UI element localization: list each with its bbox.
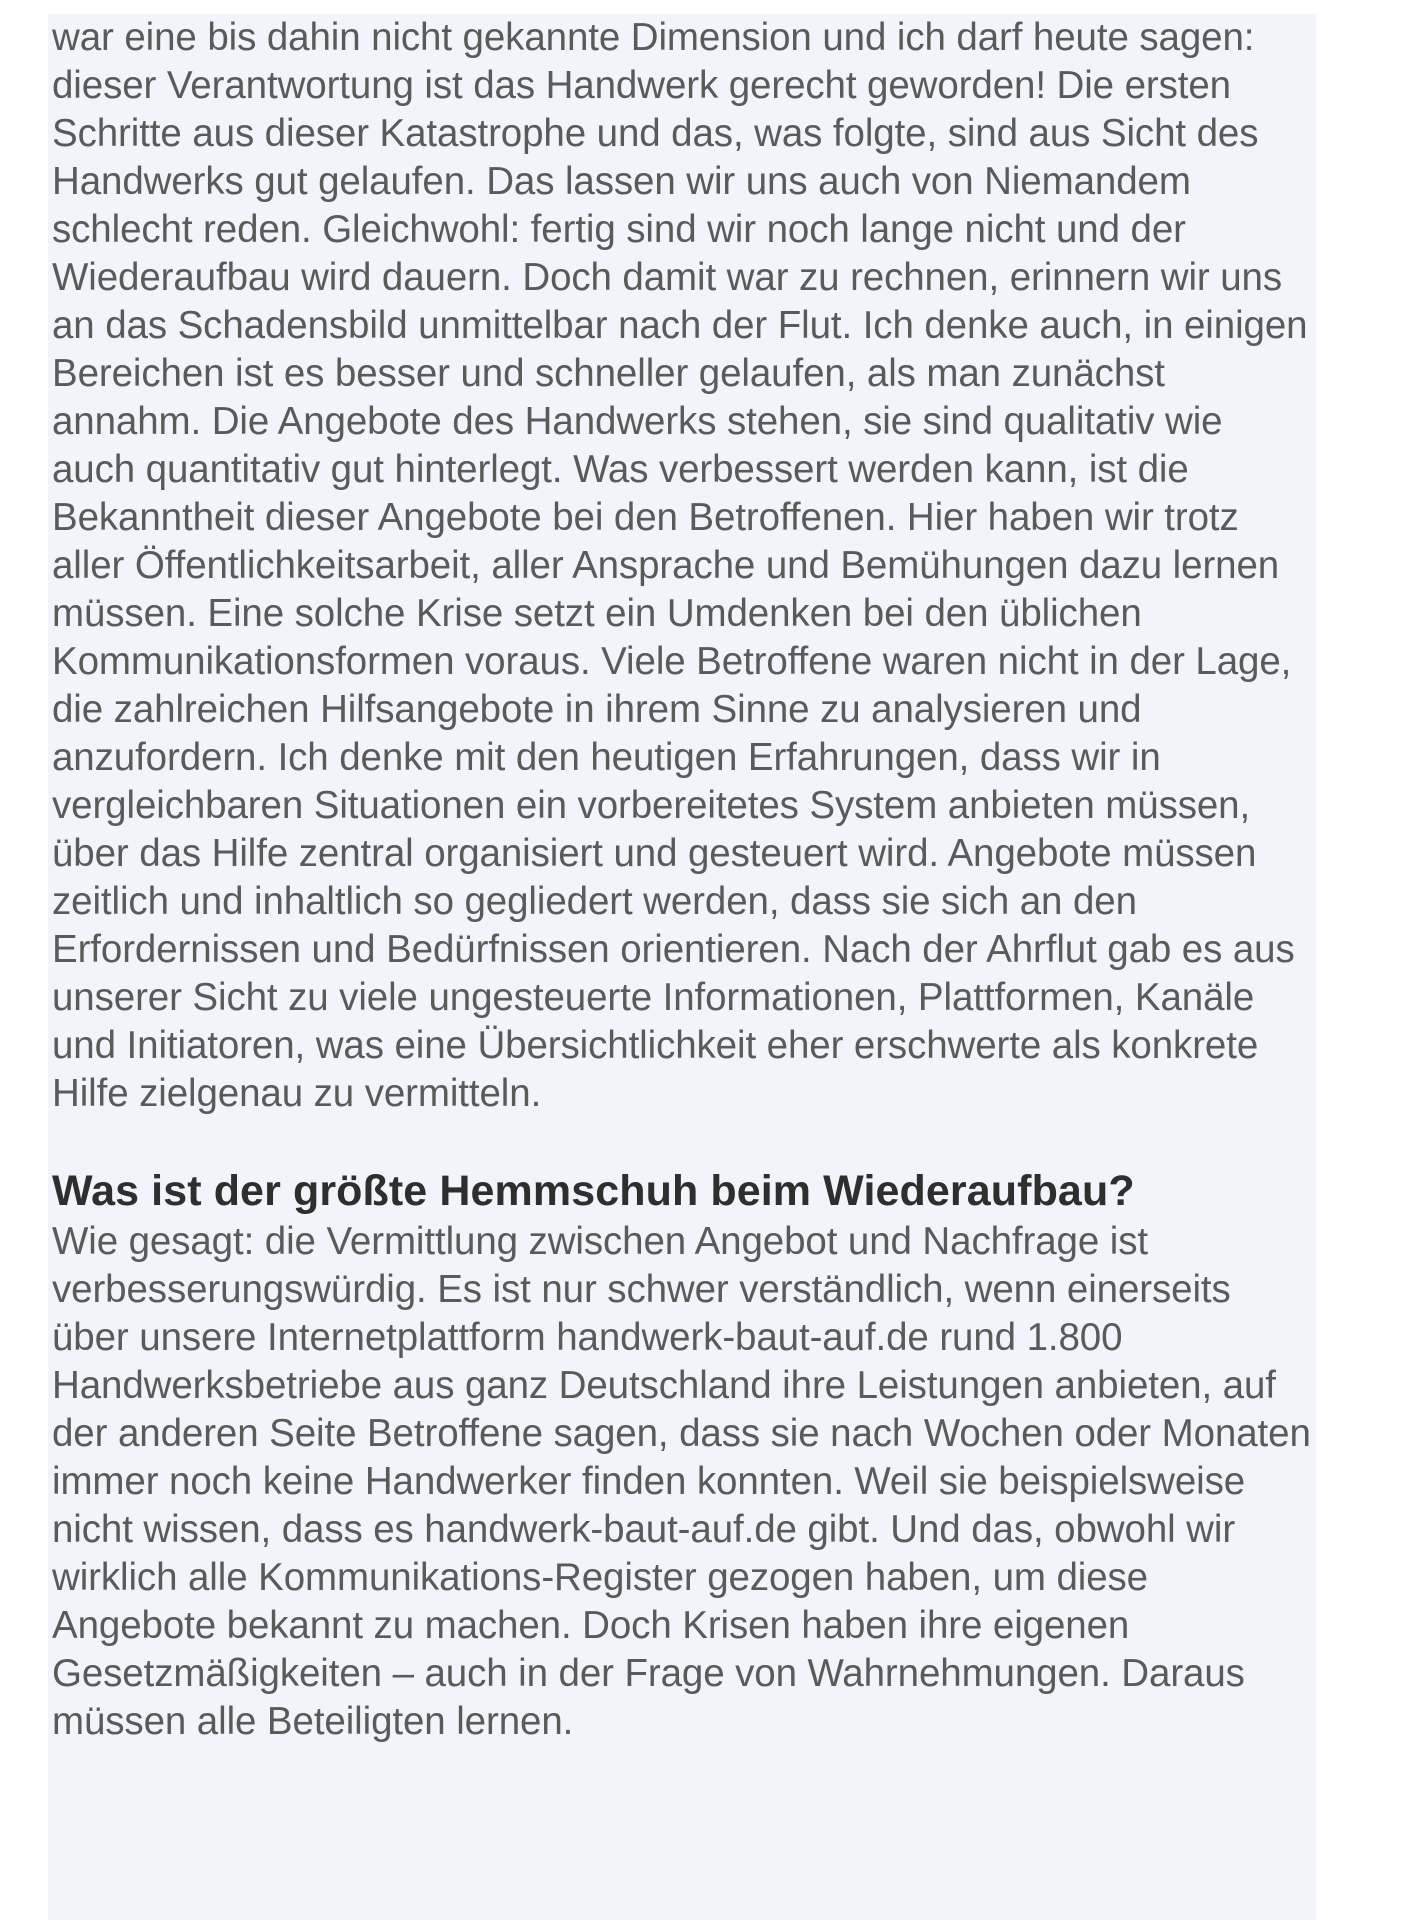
article-paragraph: Wie gesagt: die Vermittlung zwischen Angebot und Nachfrage ist verbesserungswürdig. Es ist nur schwer verständlich, wenn einerseits über unsere Internetplattform handwerk-baut-auf.de rund 1.800 Handwerksbetriebe aus ganz Deutschland ihre Leistungen anbieten, auf der anderen Seite Betroffene sagen, dass sie nach Wochen oder Monaten immer noch keine Handwerker finden konnten. Weil sie beispielsweise nicht wissen, dass es handwerk-baut-auf.de gibt. Und das, obwohl wir wirklich alle Kommunikations-Register gezogen haben, um diese Angebote bekannt zu machen. Doch Krisen haben ihre eigenen Gesetzmäßigkeiten – auch in der Frage von Wahrnehmungen. Daraus müssen alle Beteiligten lernen. (52, 1220, 1311, 1743)
article-paragraph: war eine bis dahin nicht gekannte Dimension und ich darf heute sagen: dieser Verantwortung ist das Handwerk gerecht geworden! Die ersten Schritte aus dieser Katastrophe und das, was folgte, sind aus Sicht des Handwerks gut gelaufen. Das lassen wir uns auch von Niemandem schlecht reden. Gleichwohl: fertig sind wir noch lange nicht und der Wiederaufbau wird dauern. Doch damit war zu rechnen, erinnern wir uns an das Schadensbild unmittelbar nach der Flut. Ich denke auch, in einigen Bereichen ist es besser und schneller gelaufen, als man zunächst annahm. Die Angebote des Handwerks stehen, sie sind qualitativ wie auch quantitativ gut hinterlegt. Was verbessert werden kann, ist die Bekanntheit dieser Angebote bei den Betroffenen. Hier haben wir trotz aller Öffentlichkeitsarbeit, aller Ansprache und Bemühungen dazu lernen müssen. Eine solche Krise setzt ein Umdenken bei den üblichen Kommunikationsformen voraus. Viele Betroffene waren nicht in der Lage, die zahlreichen Hilfsangebote in ihrem Sinne zu analysieren und anzufordern. Ich denke mit den heutigen Erfahrungen, dass wir in vergleichbaren Situationen ein vorbereitetes System anbieten müssen, über das Hilfe zentral organisiert und gesteuert wird. Angebote müssen zeitlich und inhaltlich so gegliedert werden, dass sie sich an den Erfordernissen und Bedürfnissen orientieren. Nach der Ahrflut gab es aus unserer Sicht zu viele ungesteuerte Informationen, Plattformen, Kanäle und Initiatoren, was eine Übersichtlichkeit eher erschwerte als konkrete Hilfe zielgenau zu vermitteln. (52, 16, 1308, 1115)
article-body (52, 14, 1316, 1746)
section-heading: Was ist der größte Hemmschuh beim Wiederaufbau? (52, 1167, 1135, 1215)
